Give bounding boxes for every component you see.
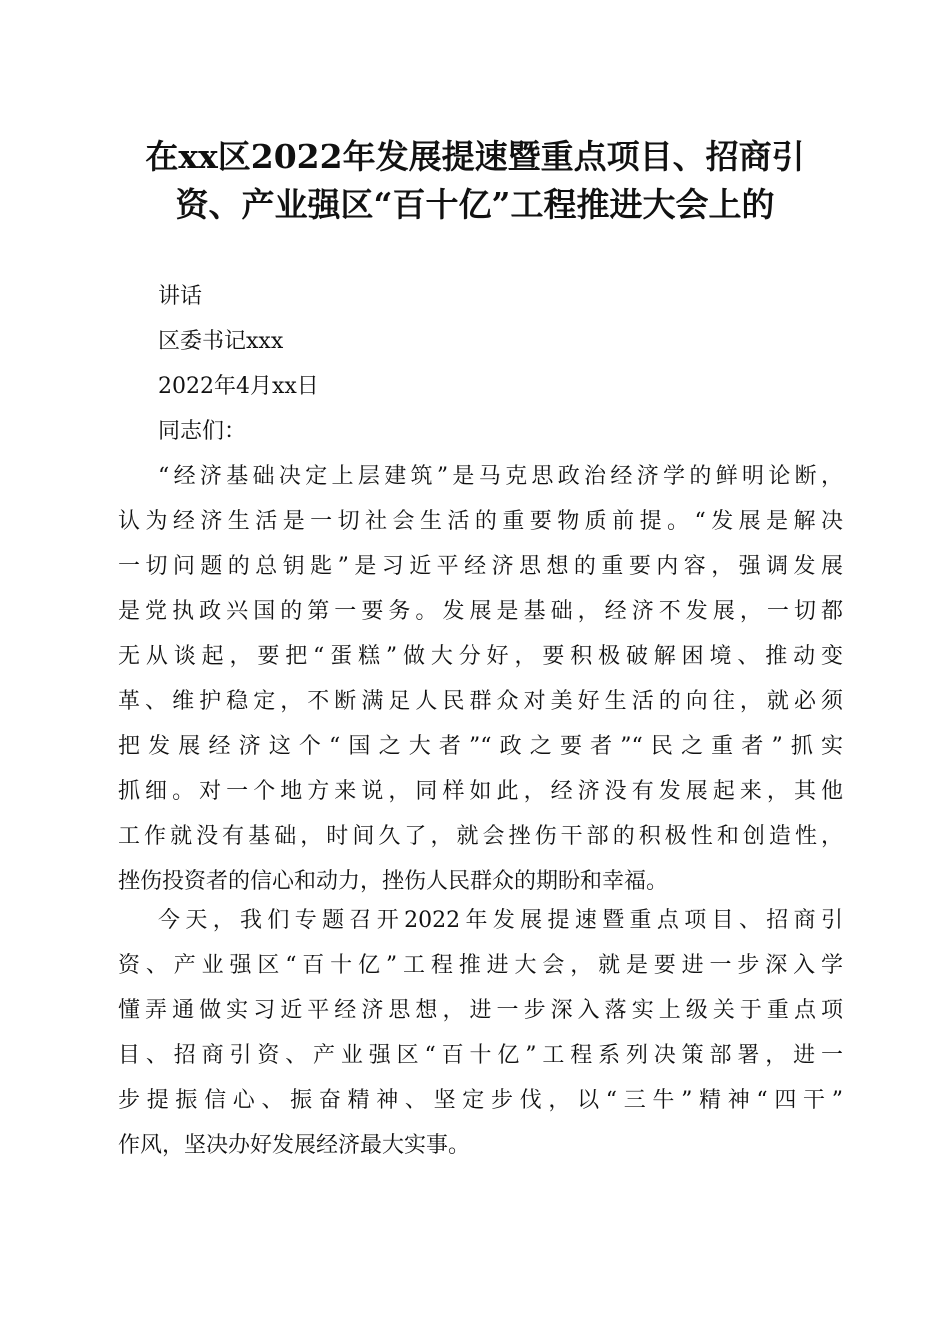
paragraph-line: 工作就没有基础，时间久了，就会挫伤干部的积极性和创造性， <box>118 824 843 849</box>
paragraph-line: 作风，坚决办好发展经济最大实事。 <box>118 1133 471 1158</box>
title-line-1: 在xx区2022年发展提速暨重点项目、招商引 <box>145 137 805 176</box>
document-title <box>90 133 860 229</box>
paragraph-line: 认为经济生活是一切社会生活的重要物质前提。“发展是解决 <box>118 509 843 534</box>
paragraph-line: 抓细。对一个地方来说，同样如此，经济没有发展起来，其他 <box>118 779 843 804</box>
paragraph-line: 懂弄通做实习近平经济思想，进一步深入落实上级关于重点项 <box>118 998 843 1023</box>
paragraph-line: “经济基础决定上层建筑”是马克思政治经济学的鲜明论断， <box>158 464 843 489</box>
paragraph-line: 一切问题的总钥匙”是习近平经济思想的重要内容，强调发展 <box>118 554 843 579</box>
paragraph-line: 资、产业强区“百十亿”工程推进大会，就是要进一步深入学 <box>118 953 843 978</box>
paragraph-line: 是党执政兴国的第一要务。发展是基础，经济不发展，一切都 <box>118 599 843 624</box>
paragraph-line: 无从谈起，要把“蛋糕”做大分好，要积极破解困境、推动变 <box>118 644 843 669</box>
paragraph-1 <box>118 454 843 904</box>
speaker: 区委书记xxx <box>158 329 284 354</box>
salutation: 同志们： <box>158 419 247 444</box>
paragraph-2 <box>118 898 843 1168</box>
date: 2022年4月xx日 <box>158 374 319 399</box>
paragraph-line: 把发展经济这个“国之大者”“政之要者”“民之重者”抓实 <box>118 734 843 759</box>
subtitle: 讲话 <box>158 284 203 309</box>
paragraph-line: 挫伤投资者的信心和动力，挫伤人民群众的期盼和幸福。 <box>118 869 669 894</box>
title-line-2: 资、产业强区“百十亿”工程推进大会上的 <box>175 185 775 224</box>
paragraph-line: 步提振信心、振奋精神、坚定步伐，以“三牛”精神“四干” <box>118 1088 843 1113</box>
paragraph-line: 革、维护稳定，不断满足人民群众对美好生活的向往，就必须 <box>118 689 843 714</box>
paragraph-line: 今天，我们专题召开2022年发展提速暨重点项目、招商引 <box>158 908 843 933</box>
paragraph-line: 目、招商引资、产业强区“百十亿”工程系列决策部署，进一 <box>118 1043 843 1068</box>
